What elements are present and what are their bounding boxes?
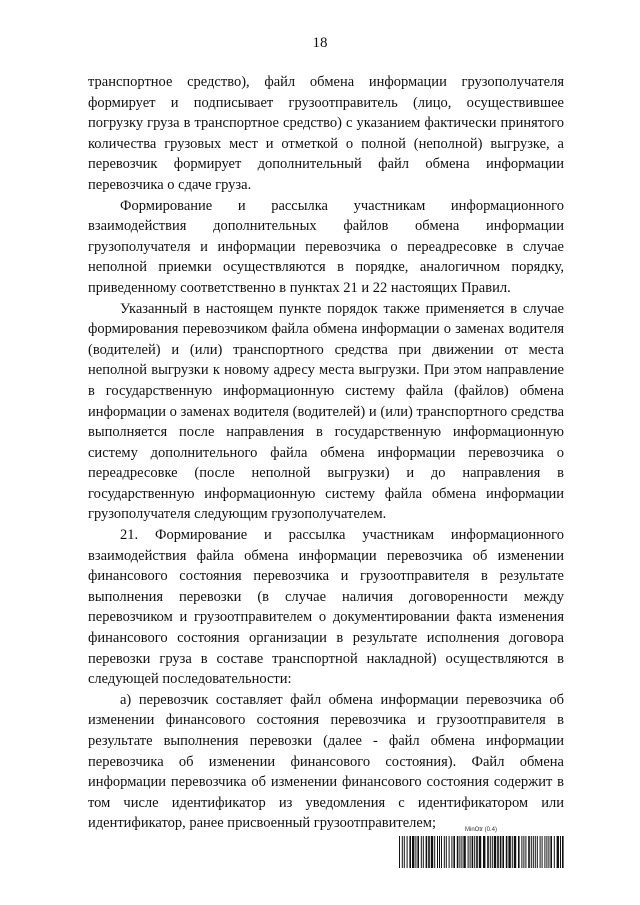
paragraph: Формирование и рассылка участникам информационного взаимодействия дополнительных файлов обмена информации грузополучателя и информации перевозчика о переадресовке в случае неполной приемки осуществляются в порядке, аналогичном порядку, приведенному соответственно в пунктах 21 и 22 настоящих Правил.: [88, 197, 564, 296]
page-number: 18: [312, 35, 328, 51]
paragraph: Указанный в настоящем пункте порядок также применяется в случае формирования перевозчиком файла обмена информации о заменах водителя (водителей) и (или) транспортного средства при движении от места неполной выгрузки к новому адресу места выгрузки. При этом направление в государственную информационную систему файла (файлов) обмена информации о заменах водителя (водителей) и (или) транспортного средства выполняется после направления в государственную информационную систему дополнительного файла обмена информации перевозчика о переадресовке (после неполной выгрузки) и до направления в государственную информационную систему файла обмена информации грузополучателя следующим грузополучателем.: [88, 300, 564, 523]
barcode-caption: MinOtr (0.4): [464, 827, 497, 833]
paragraph-item-21: 21. Формирование и рассылка участникам информационного взаимодействия файла обмена информации перевозчика об изменении финансового состояния перевозчика и грузоотправителя в результате выполнения перевозки (в случае наличия договоренности между перевозчиком и грузоотправителем о документировании факта изменения финансового состояния организации в результате исполнения договора перевозки груза в составе транспортной накладной) осуществляются в следующей последовательности:: [88, 527, 564, 688]
paragraph-subitem-a: а) перевозчик составляет файл обмена информации перевозчика об изменении финансового состояния перевозчика и грузоотправителя в результате выполнения перевозки (далее - файл обмена информации перевозчика об изменении финансового состояния). Файл обмена информации перевозчика об изменении финансового состояния содержит в том числе идентификатор из уведомления с идентификатором или идентификатор, ранее присвоенный грузоотправителем;: [88, 691, 564, 832]
barcode-icon: [398, 836, 564, 868]
paragraph-continuation: транспортное средство), файл обмена информации грузополучателя формирует и подписывает грузоотправитель (лицо, осуществившее погрузку груза в транспортное средство) с указанием фактически принятого количества грузовых мест и отметкой о полной (неполной) выгрузке, а перевозчик формирует дополнительный файл обмена информации перевозчика о сдаче груза.: [88, 74, 564, 193]
barcode-stamp: [398, 826, 564, 870]
document-body: [88, 72, 564, 834]
